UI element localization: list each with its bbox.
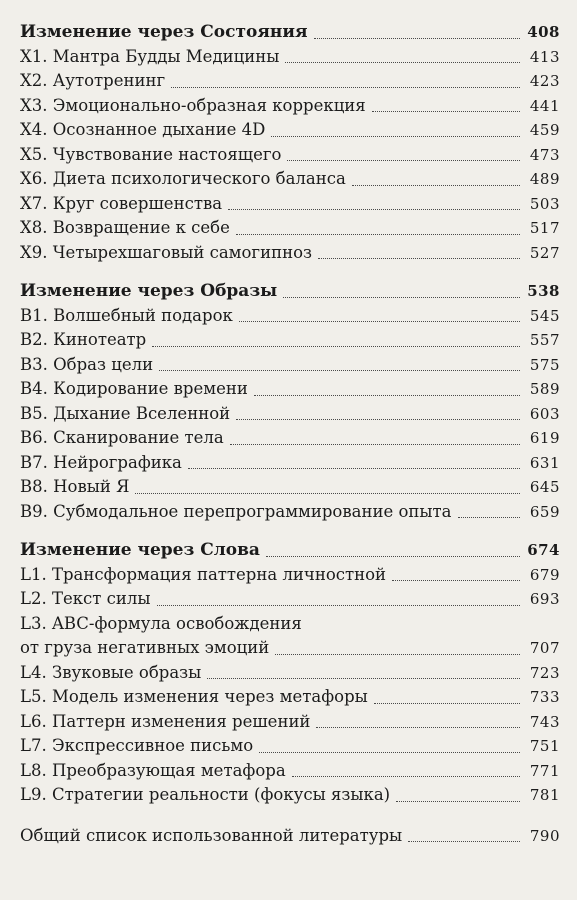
page-number: 538: [527, 282, 560, 300]
toc-entry: [20, 328, 560, 353]
toc-entry: [20, 216, 560, 241]
entry-title: Аутотренинг: [52, 71, 166, 90]
page-number: 408: [527, 23, 560, 41]
page-number: 459: [529, 121, 560, 139]
entry-code: X4.: [20, 120, 48, 139]
entry-title: Субмодальное перепрограммирование опыта: [53, 501, 452, 521]
toc-entry: [20, 783, 560, 808]
page-number: 545: [529, 306, 560, 325]
entry-code: X8.: [20, 218, 48, 237]
entry-title-continuation: от груза негативных эмоций: [20, 638, 270, 657]
page-number: 423: [529, 72, 560, 90]
dot-leader: [171, 87, 520, 88]
section-states: [20, 20, 560, 265]
toc-entry: [20, 69, 560, 94]
entry-code: L2.: [20, 589, 47, 608]
page-number: 790: [529, 826, 560, 845]
toc-entry: [20, 143, 560, 168]
entry-code: X9.: [20, 242, 48, 262]
dot-leader: [374, 703, 520, 704]
entry-code: X5.: [20, 144, 48, 164]
toc-entry: [20, 500, 560, 525]
section-images: [20, 279, 560, 524]
entry-title: Мантра Будды Медицины: [52, 46, 280, 66]
entry-code: L7.: [20, 736, 47, 755]
entry-code: L6.: [20, 711, 47, 731]
entry-code: B4.: [20, 379, 48, 398]
entry-code: B5.: [20, 403, 48, 423]
toc-entry: [20, 192, 560, 217]
toc-entry: [20, 426, 560, 451]
entry-title: Образ цели: [53, 354, 154, 374]
toc-entry: [20, 167, 560, 192]
section-words: [20, 538, 560, 808]
dot-leader: [458, 517, 520, 518]
entry-code: X7.: [20, 193, 48, 213]
dot-leader: [188, 468, 520, 469]
page-number: 517: [529, 219, 560, 237]
toc-entry: [20, 734, 560, 759]
toc-entry: [20, 661, 560, 686]
entry-code: B7.: [20, 452, 48, 472]
dot-leader: [271, 136, 520, 137]
bibliography-entry: [20, 824, 560, 849]
entry-title: Дыхание Вселенной: [53, 403, 231, 423]
toc-entry: [20, 94, 560, 119]
dot-leader: [314, 38, 520, 39]
entry-title: Волшебный подарок: [53, 305, 233, 325]
entry-code: L3.: [20, 613, 47, 633]
dot-leader: [396, 801, 520, 802]
entry-title: Осознанное дыхание 4D: [52, 120, 266, 139]
table-of-contents: [20, 20, 560, 848]
page-number: 751: [529, 737, 560, 755]
dot-leader: [266, 556, 520, 557]
page-number: 781: [529, 786, 560, 804]
toc-entry: [20, 118, 560, 143]
page-number: 743: [529, 712, 560, 731]
entry-title: Эмоционально-образная коррекция: [52, 95, 366, 115]
page-number: 733: [529, 688, 560, 706]
entry-title: Четырехшаговый самогипноз: [52, 242, 312, 262]
dot-leader: [135, 493, 520, 494]
section-heading: [20, 279, 560, 304]
entry-code: X6.: [20, 169, 48, 188]
page-number: 645: [529, 478, 560, 496]
section-title: Изменение через Состояния: [20, 22, 308, 42]
entry-title: Возвращение к себе: [52, 218, 230, 237]
entry-code: X3.: [20, 95, 48, 115]
entry-code: B3.: [20, 354, 48, 374]
entry-title: Модель изменения через метафоры: [51, 687, 368, 706]
page-number: 473: [529, 145, 560, 164]
entry-title: Звуковые образы: [51, 662, 202, 682]
page-number: 441: [529, 96, 560, 115]
entry-title: Сканирование тела: [53, 428, 224, 447]
dot-leader: [230, 444, 520, 445]
entry-title: Преобразующая метафора: [51, 760, 286, 780]
page-number: 575: [529, 355, 560, 374]
entry-title: Нейрографика: [53, 452, 182, 472]
page-number: 619: [529, 429, 560, 447]
entry-title: Текст силы: [51, 589, 151, 608]
entry-code: L5.: [20, 687, 47, 706]
dot-leader: [372, 111, 520, 112]
page-number: 489: [529, 170, 560, 188]
page-number: 557: [529, 331, 560, 349]
dot-leader: [352, 185, 520, 186]
dot-leader: [275, 654, 520, 655]
toc-entry: [20, 475, 560, 500]
section-title: Изменение через Образы: [20, 281, 278, 301]
page-number: 659: [529, 502, 560, 521]
section-heading: [20, 538, 560, 563]
toc-entry-first-line: [20, 612, 560, 637]
dot-leader: [236, 234, 520, 235]
entry-title: Экспрессивное письмо: [51, 736, 254, 755]
toc-entry: [20, 587, 560, 612]
dot-leader: [152, 346, 520, 347]
entry-code: L8.: [20, 760, 47, 780]
entry-code: B9.: [20, 501, 48, 521]
entry-code: L4.: [20, 662, 47, 682]
toc-entry: [20, 241, 560, 266]
dot-leader: [228, 209, 520, 210]
page-number: 413: [529, 47, 560, 66]
dot-leader: [283, 297, 520, 298]
entry-title: Новый Я: [53, 477, 130, 496]
toc-entry: [20, 685, 560, 710]
entry-code: B2.: [20, 330, 48, 349]
page-number: 527: [529, 243, 560, 262]
entry-title: Чувствование настоящего: [52, 144, 282, 164]
entry-title: ABC-формула освобождения: [51, 613, 302, 633]
dot-leader: [259, 752, 520, 753]
toc-entry: [20, 563, 560, 588]
entry-code: B6.: [20, 428, 48, 447]
entry-code: L9.: [20, 785, 47, 804]
page-number: 679: [529, 565, 560, 584]
toc-entry: [20, 451, 560, 476]
entry-title: Стратегии реальности (фокусы языка): [51, 785, 391, 804]
section-title: Изменение через Слова: [20, 540, 260, 560]
entry-code: X1.: [20, 46, 48, 66]
dot-leader: [292, 776, 520, 777]
dot-leader: [287, 160, 520, 161]
page-number: 674: [527, 541, 560, 559]
dot-leader: [318, 258, 520, 259]
page-number: 603: [529, 404, 560, 423]
entry-code: X2.: [20, 71, 48, 90]
toc-entry: [20, 402, 560, 427]
page-number: 631: [529, 453, 560, 472]
section-heading: [20, 20, 560, 45]
entry-title: Кинотеатр: [53, 330, 147, 349]
entry-title: Кодирование времени: [53, 379, 248, 398]
dot-leader: [159, 370, 520, 371]
page-number: 771: [529, 761, 560, 780]
dot-leader: [207, 678, 520, 679]
entry-title: Паттерн изменения решений: [51, 711, 311, 731]
entry-code: L1.: [20, 564, 47, 584]
dot-leader: [316, 727, 520, 728]
toc-entry: [20, 377, 560, 402]
dot-leader: [239, 321, 520, 322]
dot-leader: [408, 841, 520, 842]
dot-leader: [254, 395, 520, 396]
dot-leader: [157, 605, 520, 606]
entry-title: Трансформация паттерна личностной: [51, 564, 387, 584]
dot-leader: [236, 419, 520, 420]
toc-entry: [20, 710, 560, 735]
toc-entry: [20, 759, 560, 784]
toc-entry: [20, 45, 560, 70]
dot-leader: [392, 580, 520, 581]
dot-leader: [285, 62, 520, 63]
page-number: 503: [529, 194, 560, 213]
bibliography-title: Общий список использованной литературы: [20, 825, 403, 845]
entry-title: Диета психологического баланса: [52, 169, 346, 188]
toc-entry: [20, 353, 560, 378]
entry-title: Круг совершенства: [52, 193, 223, 213]
page-number: 589: [529, 380, 560, 398]
page-number: 723: [529, 663, 560, 682]
entry-code: B8.: [20, 477, 48, 496]
toc-entry-continuation: [20, 636, 560, 661]
page-number: 707: [529, 639, 560, 657]
entry-code: B1.: [20, 305, 48, 325]
toc-entry: [20, 304, 560, 329]
page-number: 693: [529, 590, 560, 608]
